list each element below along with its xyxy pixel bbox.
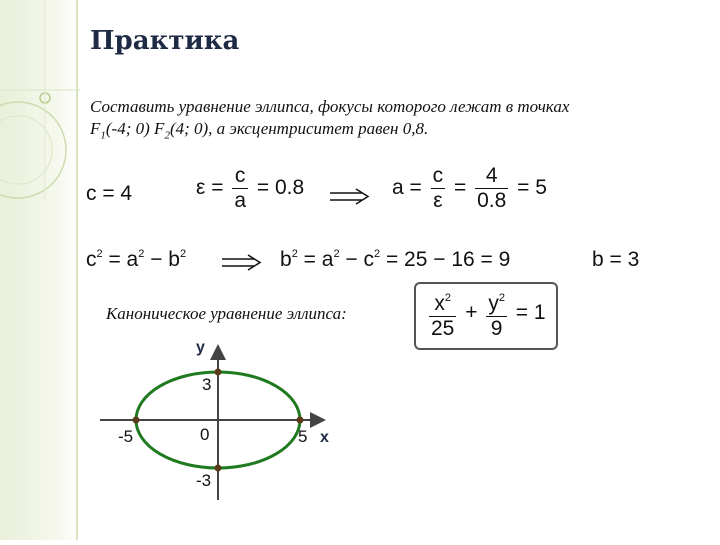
a-equals: = xyxy=(453,176,467,200)
x-var: x xyxy=(434,292,445,315)
vertex-left-point xyxy=(133,417,140,424)
label-bottom: -3 xyxy=(196,471,212,490)
b2-result: = 25 − 16 = 9 xyxy=(380,248,511,271)
b2-c: − c xyxy=(339,248,374,271)
c2-c: c xyxy=(86,248,97,271)
a-numerator-2: 4 xyxy=(475,164,508,189)
plus-sign: + xyxy=(465,301,478,325)
x-sq: 2 xyxy=(444,292,451,304)
canonical-label: Каноническое уравнение эллипса: xyxy=(106,304,347,323)
vertex-bottom-point xyxy=(215,465,222,472)
x-axis-label: x xyxy=(320,429,329,446)
b2-b: b xyxy=(280,248,292,271)
vertex-right-point xyxy=(297,417,304,424)
b2-sq3: 2 xyxy=(374,248,381,260)
focus2-coords: (4; 0), а эксцентриситет равен 0,8. xyxy=(169,119,429,138)
y-denominator: 9 xyxy=(490,317,503,340)
a-numerator-1: c xyxy=(432,164,444,187)
a-lhs: a = xyxy=(392,176,422,200)
a-rhs: = 5 xyxy=(517,176,547,200)
label-origin: 0 xyxy=(200,425,210,444)
task-line-1: Составить уравнение эллипса, фокусы которого лежат в точках xyxy=(90,97,570,116)
equals-one: = 1 xyxy=(515,301,546,325)
eps-denominator: a xyxy=(234,189,246,212)
label-top: 3 xyxy=(202,375,212,394)
y-sq: 2 xyxy=(498,292,505,304)
c2-b: − b xyxy=(144,248,180,271)
b-value: b = 3 xyxy=(592,248,640,271)
c2-sq1: 2 xyxy=(96,248,103,260)
y-axis-label: y xyxy=(196,339,205,356)
y-var: y xyxy=(488,292,499,315)
focus1-subscript: 1 xyxy=(100,129,106,142)
focus1-coords: (-4; 0) xyxy=(105,119,155,138)
b2-sq2: 2 xyxy=(333,248,340,260)
slide-title: Практика xyxy=(90,26,240,56)
a-denominator-2: 0.8 xyxy=(477,189,507,212)
focus2-letter: F xyxy=(154,119,165,138)
c2-a: = a xyxy=(102,248,139,271)
x-denominator: 25 xyxy=(431,317,455,340)
focus1-letter: F xyxy=(90,119,101,138)
b2-a: = a xyxy=(297,248,334,271)
eps-numerator: c xyxy=(232,164,248,189)
eps-rhs: = 0.8 xyxy=(256,176,305,200)
vertex-top-point xyxy=(215,369,222,376)
label-left: -5 xyxy=(118,427,134,446)
focus2-subscript: 2 xyxy=(164,129,170,142)
c-value: c = 4 xyxy=(86,182,133,205)
eps-lhs: ε = xyxy=(196,176,224,200)
a-denominator-1: ε xyxy=(433,189,443,212)
label-right: 5 xyxy=(298,427,308,446)
c2-sq2: 2 xyxy=(138,248,145,260)
c2-sq3: 2 xyxy=(180,248,187,260)
b2-sq1: 2 xyxy=(291,248,298,260)
